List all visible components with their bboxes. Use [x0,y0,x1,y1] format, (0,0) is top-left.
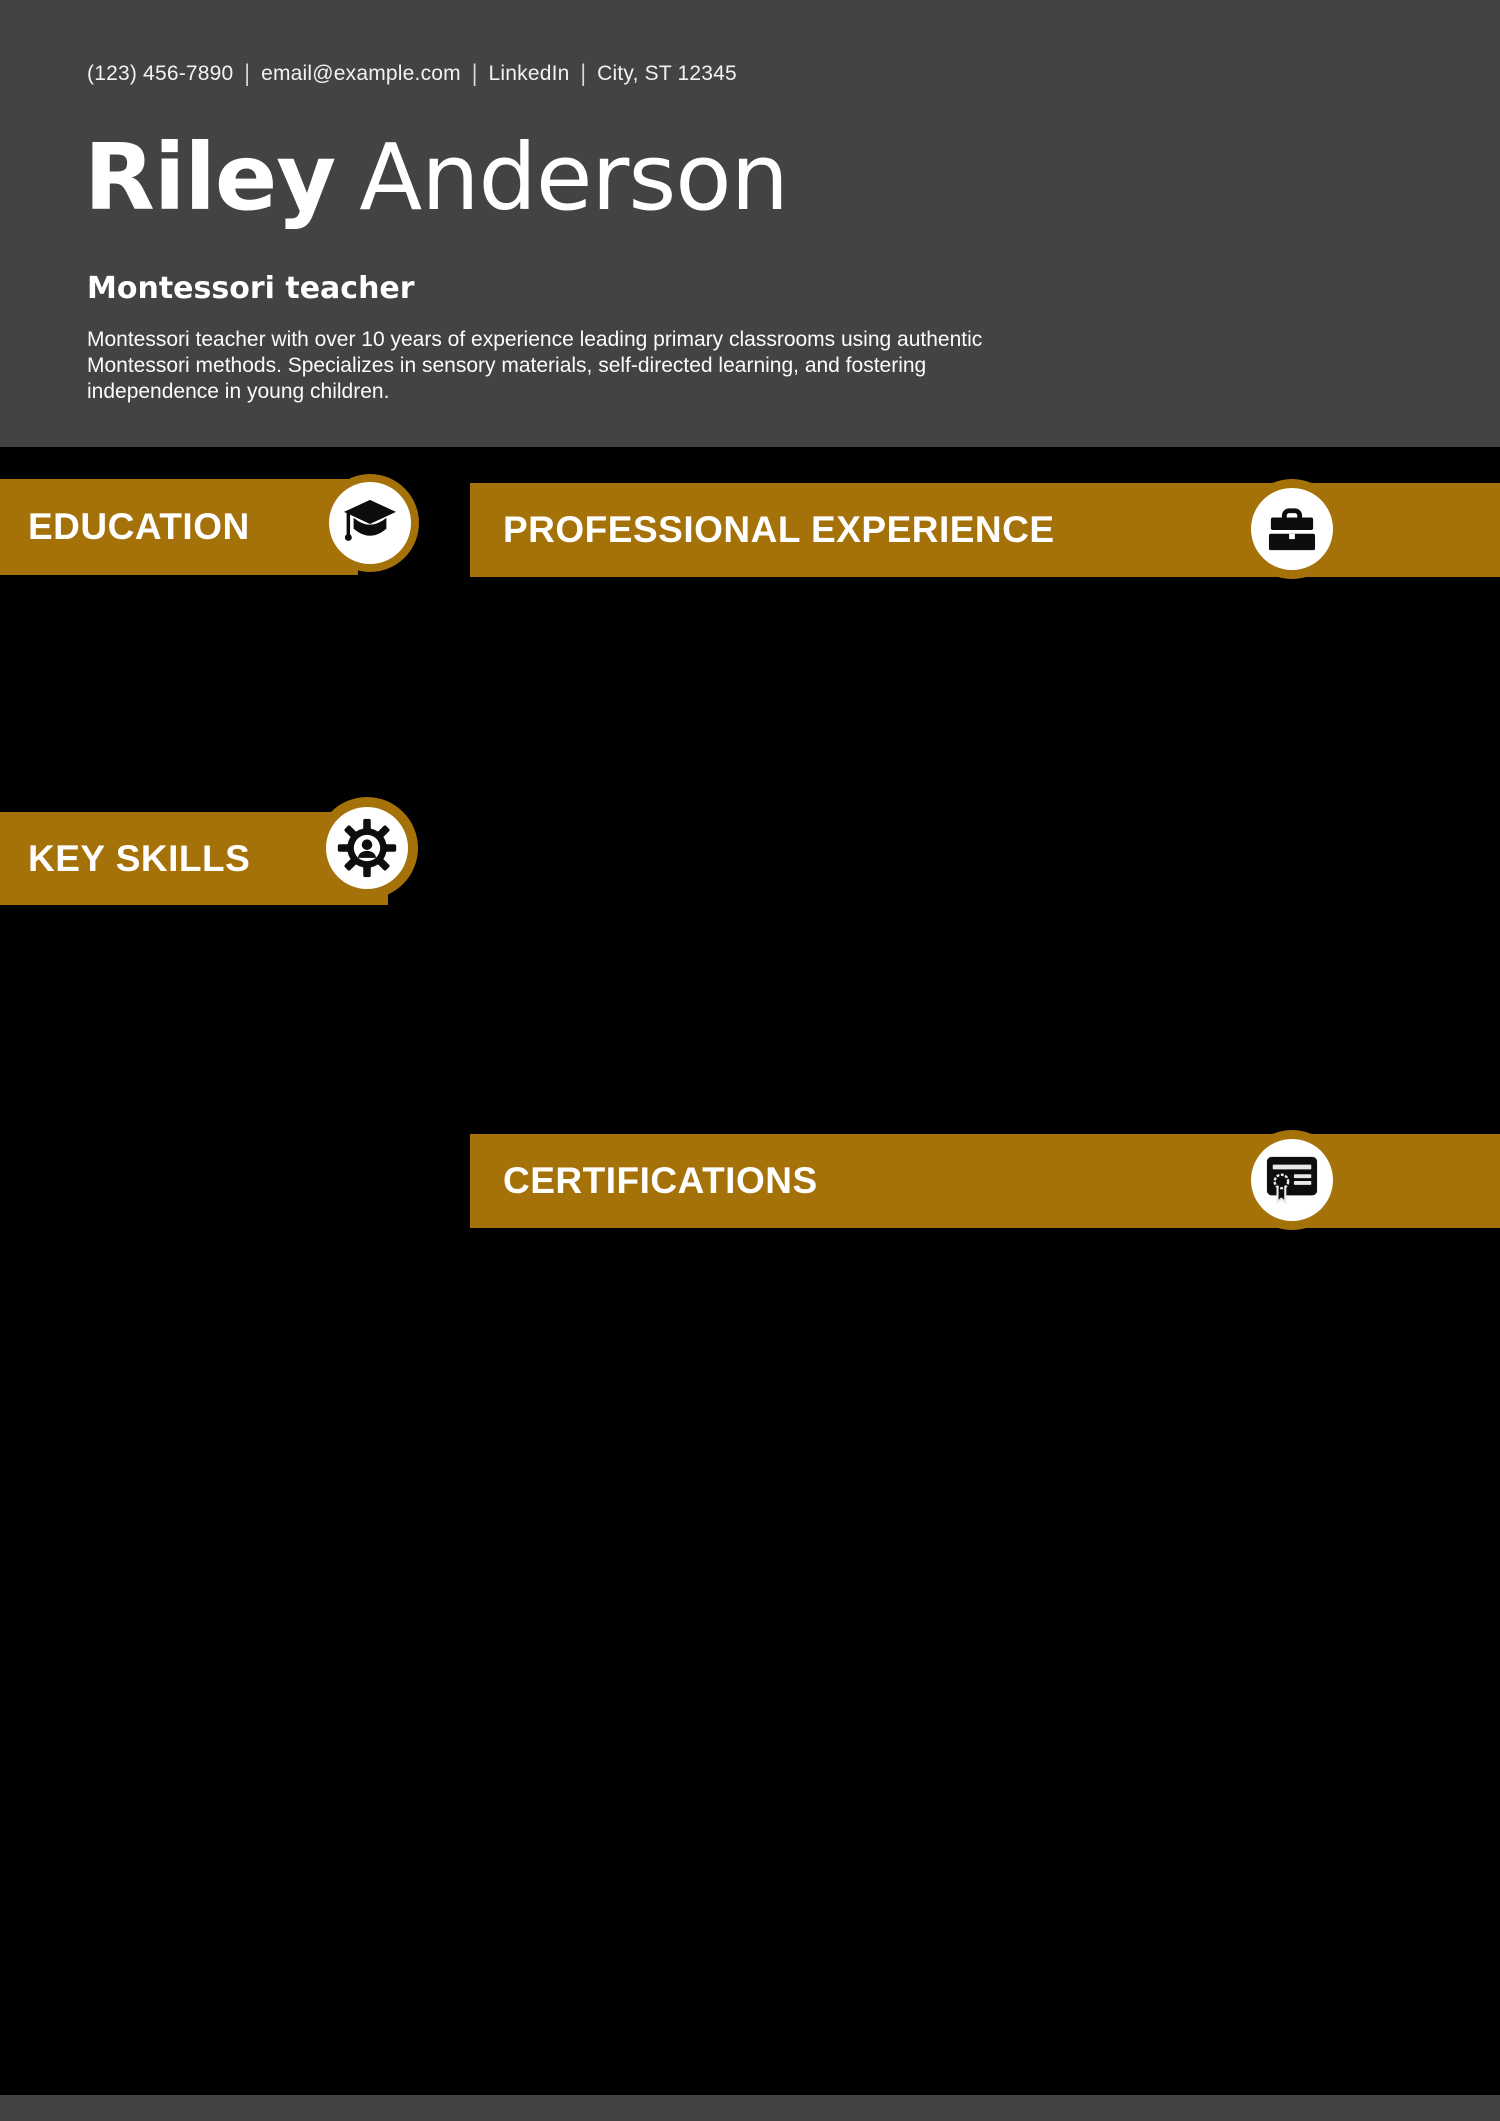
experience-badge-circle [1251,488,1333,570]
contact-separator: | [244,60,251,87]
contact-line [87,60,737,88]
gear-person-icon [335,816,399,880]
summary-text: Montessori teacher with over 10 years of experience leading primary classrooms using authentic Montessori methods. Specializes in sensory materials, self-directed learning, and fostering independence in young children. [87,328,983,403]
last-name: Anderson [359,124,788,231]
first-name: Riley [84,124,336,231]
contact-email: email@example.com [261,62,461,85]
experience-section-bar [470,483,1500,577]
footer-bar [0,2095,1500,2121]
key-skills-badge-circle [326,807,408,889]
contact-separator: | [471,60,478,87]
certifications-section-bar [470,1134,1500,1228]
education-badge [321,474,419,572]
certifications-badge-circle [1251,1139,1333,1221]
certificate-icon [1262,1153,1322,1207]
key-skills-label: KEY SKILLS [28,837,251,879]
contact-linkedin: LinkedIn [488,62,570,85]
candidate-name [84,124,788,231]
key-skills-badge [316,797,418,899]
contact-location: City, ST 12345 [597,62,737,85]
education-badge-circle [329,482,411,564]
contact-phone: (123) 456-7890 [87,62,234,85]
experience-label: PROFESSIONAL EXPERIENCE [503,509,1055,550]
graduation-cap-icon [341,497,399,549]
experience-badge [1242,479,1342,579]
education-label: EDUCATION [28,506,250,547]
certifications-label: CERTIFICATIONS [503,1160,818,1201]
certifications-badge [1242,1130,1342,1230]
briefcase-icon [1265,505,1319,553]
header [0,0,1500,447]
contact-separator: | [580,60,587,87]
job-title: Montessori teacher [87,271,415,306]
education-section-bar [0,479,358,575]
